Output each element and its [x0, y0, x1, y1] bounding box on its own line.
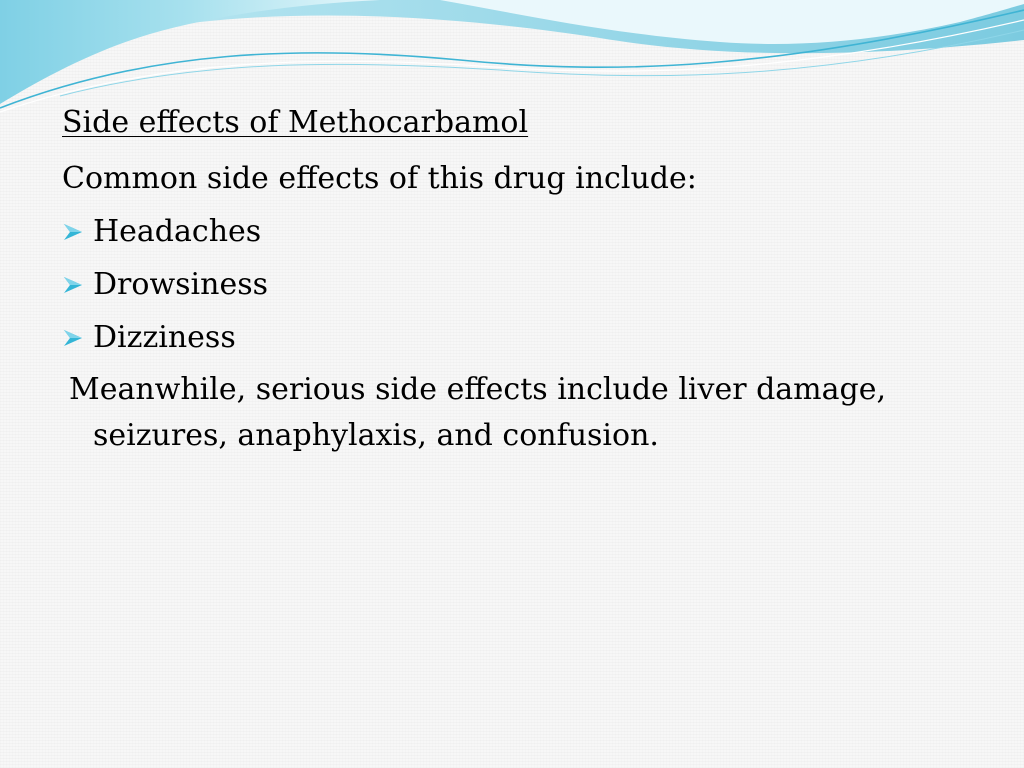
- slide-heading: Side effects of Methocarbamol: [62, 105, 529, 140]
- list-item-label: Dizziness: [93, 320, 236, 355]
- list-item-label: Headaches: [93, 214, 262, 249]
- list-item-label: Drowsiness: [93, 267, 268, 302]
- list-item: [62, 311, 962, 364]
- list-item: [62, 258, 962, 311]
- list-item: [62, 205, 962, 258]
- arrow-bullet-icon: [62, 274, 84, 296]
- arrow-bullet-icon: [62, 327, 84, 349]
- arrow-bullet-icon: [62, 221, 84, 243]
- serious-effects-paragraph: Meanwhile, serious side effects include liver damage, seizures, anaphylaxis, and confusion.: [69, 372, 887, 453]
- side-effects-list: [62, 205, 962, 364]
- intro-text: Common side effects of this drug include:: [62, 161, 697, 196]
- slide-content: [62, 100, 962, 459]
